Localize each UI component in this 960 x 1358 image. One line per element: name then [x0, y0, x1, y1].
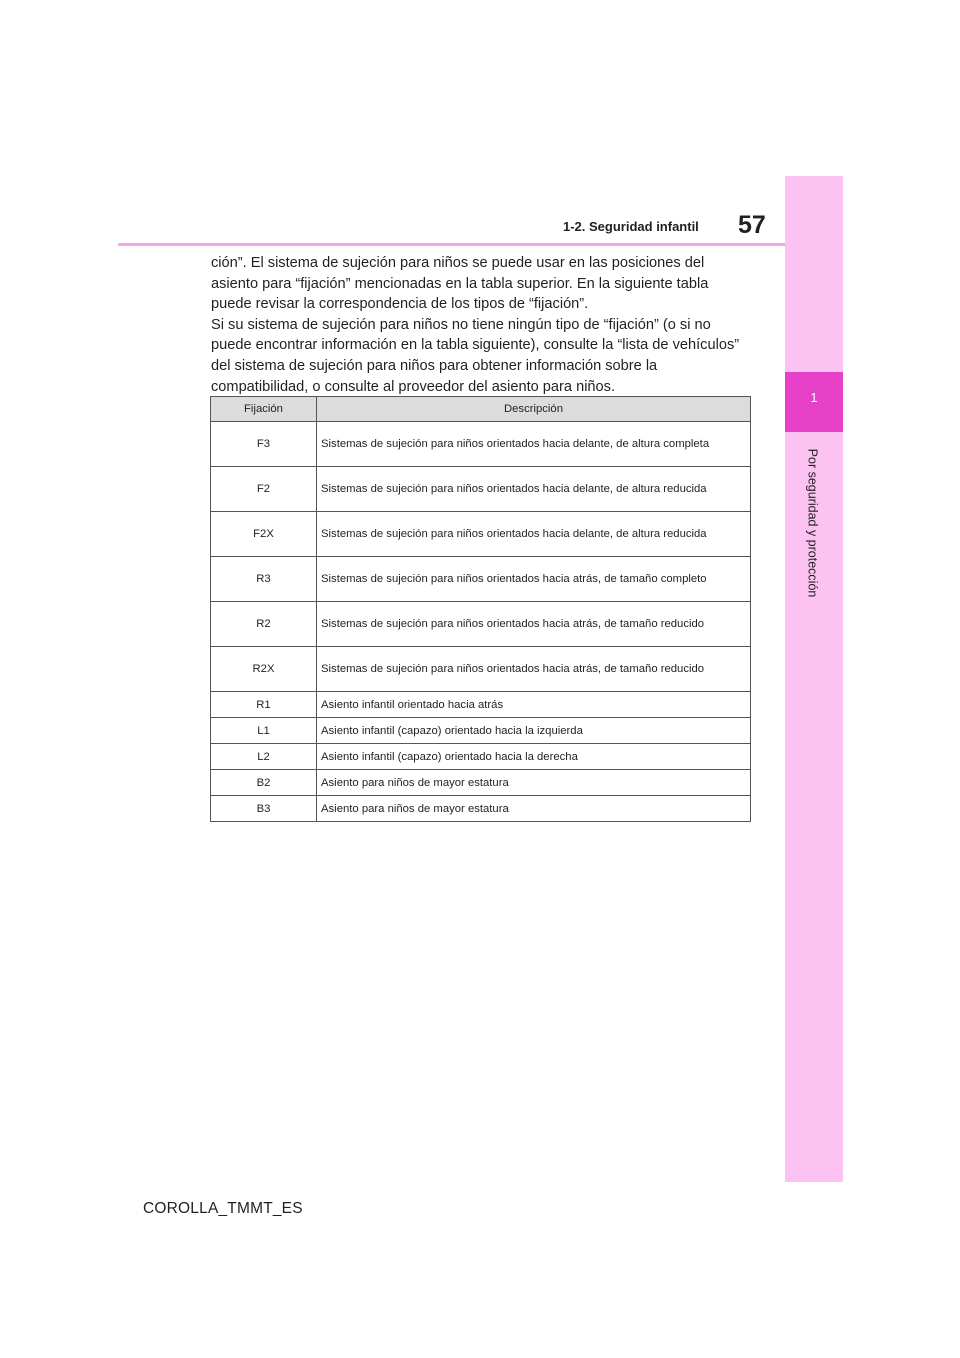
row-code: F2X [211, 512, 317, 557]
header-divider [118, 243, 785, 246]
table-row [211, 796, 751, 822]
row-description: Sistemas de sujeción para niños orientados hacia atrás, de tamaño reducido [317, 647, 751, 692]
table-row [211, 744, 751, 770]
row-code: R2 [211, 602, 317, 647]
row-description: Asiento infantil (capazo) orientado hacia la izquierda [317, 718, 751, 744]
row-code: B2 [211, 770, 317, 796]
row-description: Sistemas de sujeción para niños orientados hacia delante, de altura reducida [317, 467, 751, 512]
section-title: 1-2. Seguridad infantil [563, 219, 699, 234]
chapter-label [786, 438, 820, 608]
table-row [211, 770, 751, 796]
row-code: L1 [211, 718, 317, 744]
table-row [211, 647, 751, 692]
row-description: Asiento para niños de mayor estatura [317, 770, 751, 796]
row-description: Asiento para niños de mayor estatura [317, 796, 751, 822]
row-description: Sistemas de sujeción para niños orientados hacia delante, de altura reducida [317, 512, 751, 557]
row-description: Sistemas de sujeción para niños orientados hacia atrás, de tamaño completo [317, 557, 751, 602]
table-row [211, 718, 751, 744]
header-fijacion: Fijación [211, 397, 317, 422]
row-code: R3 [211, 557, 317, 602]
body-paragraph-1: ción”. El sistema de sujeción para niños se puede usar en las posiciones del asiento para “fijación” mencionadas en la tabla superior. En la siguiente tabla puede revisar la correspondencia de los tipos de “fijación”. [211, 255, 709, 313]
row-code: R2X [211, 647, 317, 692]
chapter-number: 1 [810, 390, 818, 405]
table-row [211, 557, 751, 602]
table-row [211, 602, 751, 647]
row-description: Sistemas de sujeción para niños orientados hacia atrás, de tamaño reducido [317, 602, 751, 647]
chapter-side-tab [785, 176, 843, 1182]
row-code: B3 [211, 796, 317, 822]
body-text [211, 253, 751, 397]
table-row [211, 692, 751, 718]
row-description: Asiento infantil orientado hacia atrás [317, 692, 751, 718]
table-row [211, 512, 751, 557]
table-row [211, 422, 751, 467]
page-number: 57 [738, 211, 766, 239]
row-code: L2 [211, 744, 317, 770]
header-descripcion: Descripción [317, 397, 751, 422]
chapter-label-text: Por seguridad y protección [805, 448, 820, 598]
row-description: Asiento infantil (capazo) orientado hacia la derecha [317, 744, 751, 770]
table-row [211, 467, 751, 512]
row-code: F2 [211, 467, 317, 512]
row-description: Sistemas de sujeción para niños orientados hacia delante, de altura completa [317, 422, 751, 467]
row-code: R1 [211, 692, 317, 718]
fixation-table [210, 396, 751, 822]
body-paragraph-2: Si su sistema de sujeción para niños no tiene ningún tipo de “fijación” (o si no puede encontrar información en la tabla siguiente), consulte la “lista de vehículos” del sistema de sujeción para niños para obtener información sobre la compatibilidad, o consulte al proveedor del asiento para niños. [211, 316, 740, 395]
table-header-row [211, 397, 751, 422]
row-code: F3 [211, 422, 317, 467]
document-code: COROLLA_TMMT_ES [143, 1200, 303, 1217]
